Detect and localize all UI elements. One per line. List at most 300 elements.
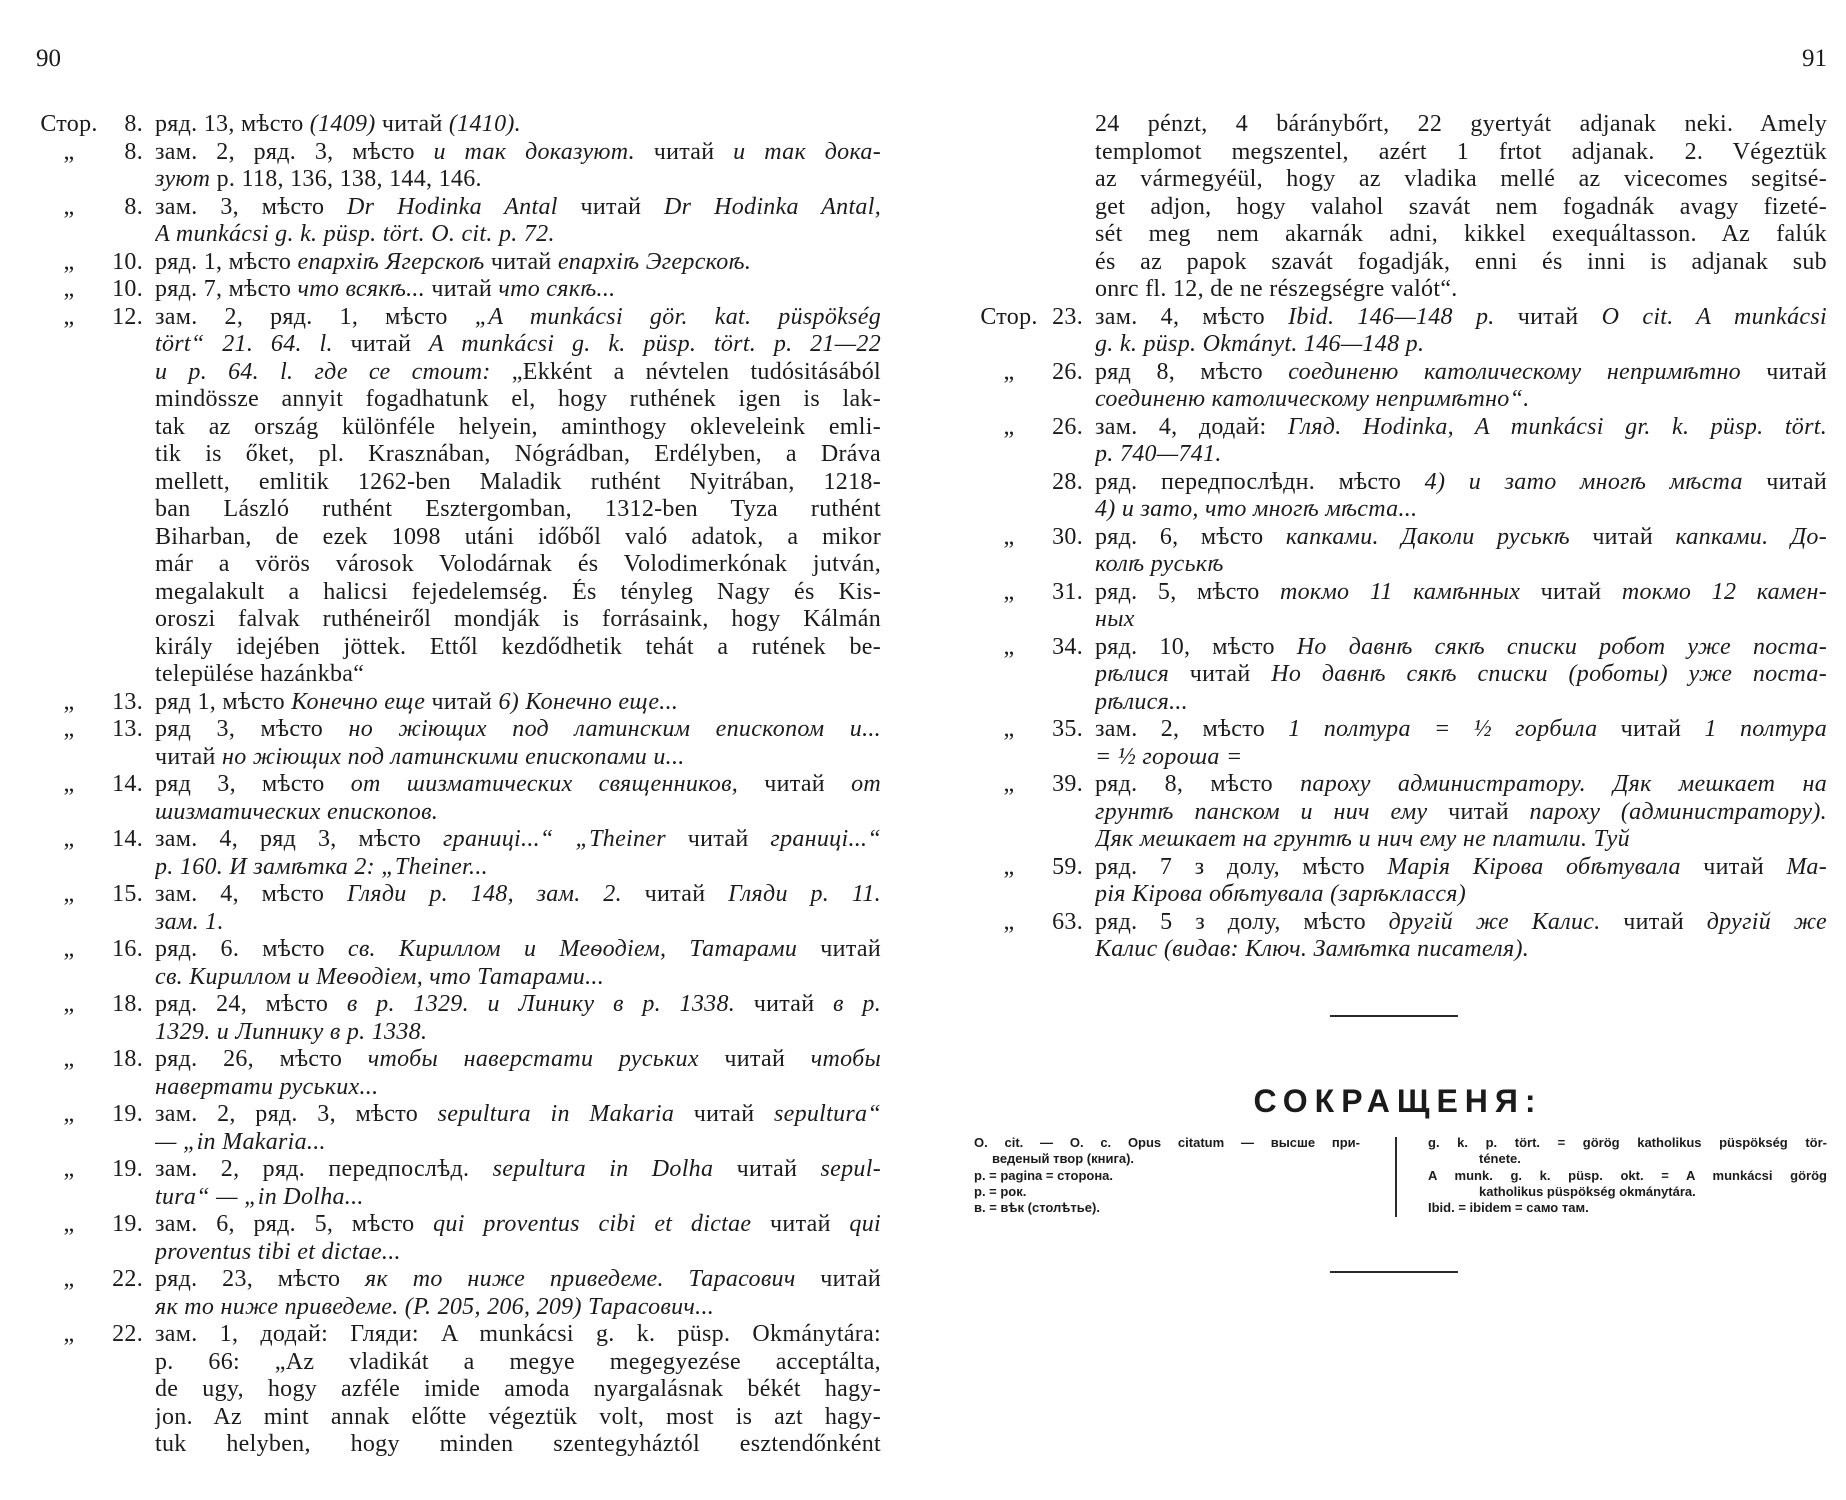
ditto-mark: „ — [1003, 358, 1015, 385]
italic-text: Дяк мешкает на грунтѣ и нич ему не платили. Туй — [1095, 826, 1630, 852]
text-line — [155, 634, 881, 662]
text-line — [155, 1101, 881, 1129]
text-line — [155, 909, 881, 937]
roman-text: tik is őket, pl. Krasznában, Nógrádban, Erdélyben, a Dráva — [155, 441, 881, 467]
page-ref-number: 18. — [112, 1046, 143, 1072]
text-line — [155, 1184, 881, 1212]
abbreviation-line: p. = pagina = сторона. — [974, 1167, 1114, 1183]
roman-text: зам. 4, мѣсто — [155, 881, 347, 907]
roman-text: читай — [425, 688, 499, 715]
roman-text: ряд. 5 з долу, мѣсто — [1095, 908, 1389, 935]
errata-entry — [973, 469, 1827, 524]
page-ref-number: 10. — [112, 248, 143, 275]
roman-text: читай — [621, 881, 729, 907]
errata-entry — [973, 359, 1827, 414]
abbreviation-line: O. cit. — O. c. Opus citatum — высше при- — [974, 1135, 1360, 1150]
italic-text: что сякѣ... — [498, 276, 616, 302]
errata-entry — [973, 524, 1827, 579]
text-line — [1095, 496, 1827, 524]
text-line — [1095, 551, 1827, 579]
roman-text: ряд 8, мѣсто — [1095, 358, 1289, 385]
roman-text: читай — [1600, 908, 1707, 935]
italic-text: рѣлися — [1095, 661, 1170, 687]
text-line — [155, 359, 881, 387]
page-ref-number: 8. — [124, 193, 143, 220]
ditto-mark: „ — [1003, 523, 1015, 550]
italic-text: шизматических епископов. — [155, 798, 439, 825]
errata-entry — [973, 771, 1827, 854]
italic-text: границі...“ „Theiner — [442, 826, 666, 852]
roman-text: ряд. 26, мѣсто — [155, 1046, 368, 1072]
errata-entry — [33, 194, 881, 249]
abbreviation-line: Ibid. = ibidem = само там. — [1428, 1200, 1589, 1216]
italic-text: tört“ 21. 64. l. — [155, 331, 333, 357]
page-ref-number: 8. — [124, 138, 143, 165]
italic-text: 4) и зато, что многѣ мѣста... — [1095, 496, 1418, 522]
roman-text: читай — [1427, 798, 1530, 825]
italic-text: Гляди p. 148, зам. 2. — [346, 881, 622, 907]
text-line — [1095, 936, 1827, 964]
page-ref-number: 16. — [112, 936, 143, 962]
entry-text — [155, 111, 881, 139]
roman-text: зам. 3, мѣсто — [155, 193, 348, 220]
ditto-mark: „ — [63, 1321, 75, 1347]
roman-text: читай — [735, 991, 834, 1017]
italic-text: соединеню католическому непримѣтно — [1288, 358, 1741, 385]
italic-text: что всякѣ... — [297, 276, 426, 302]
italic-text: грунтѣ панском и нич ему — [1095, 798, 1428, 825]
page-ref-number: 13. — [112, 688, 143, 715]
text-line — [1095, 771, 1827, 799]
abbreviation-line: ténete. — [1479, 1151, 1521, 1167]
italic-text: соединеню католическому непримѣтно“. — [1095, 386, 1530, 412]
errata-entry — [33, 716, 881, 771]
roman-text: читай — [425, 276, 499, 302]
italic-text: зам. 1. — [155, 908, 224, 935]
entry-text — [155, 276, 881, 304]
text-line — [155, 1349, 881, 1377]
italic-text: капками. До- — [1675, 523, 1827, 550]
ditto-mark: „ — [63, 881, 75, 907]
abbreviations-column-divider — [1395, 1137, 1397, 1217]
text-line — [155, 606, 881, 634]
italic-text: границі...“ — [770, 826, 881, 852]
italic-text: Dr Hodinka Antal, — [664, 193, 881, 220]
text-line — [155, 386, 881, 414]
entry-text — [155, 1321, 881, 1459]
ditto-mark: „ — [63, 826, 75, 852]
text-line — [1095, 881, 1827, 909]
roman-text: oroszi falvak ruthéneiről mondják is forrásaink, hogy Kálmán — [155, 606, 881, 632]
text-line — [155, 1156, 881, 1184]
text-line — [1095, 469, 1827, 497]
roman-text: читай — [557, 193, 665, 220]
text-line — [155, 689, 881, 717]
errata-list-left-page — [33, 111, 881, 1459]
abbreviation-entry — [1428, 1200, 1827, 1216]
text-line — [1095, 524, 1827, 552]
roman-text: читай — [665, 826, 771, 852]
page-ref-number: 31. — [1052, 578, 1083, 605]
roman-text: читай — [1740, 358, 1827, 385]
roman-text: get adjon, hogy valahol szavát nem fogadnák avagy fizeté- — [1095, 193, 1827, 220]
text-line — [155, 661, 881, 689]
text-line — [1095, 606, 1827, 634]
roman-text: települése hazánkba“ — [155, 661, 365, 687]
page-ref-number: 34. — [1052, 633, 1083, 660]
italic-text: proventus tibi et dictae... — [155, 1238, 401, 1265]
text-line — [155, 799, 881, 827]
italic-text: токмо 11 камѣнных — [1279, 578, 1521, 605]
ditto-mark: „ — [63, 771, 75, 797]
errata-entry — [973, 854, 1827, 909]
text-line — [155, 716, 881, 744]
roman-text: király idejében jöttek. Ettől kezdődhetik tehát a rutének be- — [155, 633, 881, 660]
entry-text — [155, 936, 881, 991]
roman-text: ряд. 6, мѣсто — [1095, 523, 1286, 550]
italic-text: 1329. и Липнику в р. 1338. — [155, 1018, 428, 1045]
italic-text: Конечно еще — [291, 688, 426, 715]
roman-text: читай — [1169, 661, 1272, 687]
italic-text: епархіѣ Эгерскоѣ. — [557, 248, 752, 275]
abbreviation-entry — [974, 1184, 1360, 1200]
abbreviations-column-left — [974, 1135, 1360, 1216]
abbreviation-line: A munk. g. k. püsp. okt. = A munkácsi görög — [1428, 1167, 1827, 1183]
italic-text: — „in Makaria... — [155, 1128, 326, 1155]
text-line — [155, 1211, 881, 1239]
text-line — [1095, 689, 1827, 717]
abbreviation-line: р. = рок. — [974, 1183, 1027, 1199]
text-line — [1095, 139, 1827, 167]
page-ref-marker — [973, 469, 1045, 497]
page-ref-number: 18. — [112, 991, 143, 1017]
roman-text: читай — [698, 1046, 811, 1072]
roman-text: ряд. 5, мѣсто — [1095, 578, 1280, 605]
text-line — [1095, 111, 1827, 139]
italic-text: 6) Конечно еще... — [498, 688, 679, 715]
roman-text: „Ekként a névtelen tudósitásából — [490, 358, 881, 385]
page-ref-number: 26. — [1052, 358, 1083, 385]
text-line — [155, 1321, 881, 1349]
italic-text: навертати руських... — [155, 1073, 379, 1100]
text-line — [155, 551, 881, 579]
abbreviations-title: СОКРАЩЕНЯ: — [1253, 1083, 1543, 1119]
roman-text: читай — [634, 138, 734, 165]
ditto-mark: „ — [63, 303, 75, 330]
text-line — [155, 441, 881, 469]
italic-text: sepultura in Makaria — [437, 1101, 675, 1127]
italic-text: p. 740—741. — [1095, 441, 1222, 467]
roman-text: ряд. 10, мѣсто — [1095, 633, 1297, 660]
ditto-mark: „ — [63, 688, 75, 715]
page-ref-number: 14. — [112, 826, 143, 852]
text-line — [1095, 331, 1827, 359]
text-line — [155, 111, 881, 139]
italic-text: чтобы — [810, 1046, 881, 1072]
text-line — [1095, 634, 1827, 662]
entry-text — [1095, 771, 1827, 854]
ditto-mark: „ — [63, 936, 75, 962]
roman-text: зам. 1, додай: Гляди: A munkácsi g. k. püsp. Okmánytára: — [155, 1321, 881, 1347]
roman-text: ряд. 6. мѣсто — [155, 936, 348, 962]
abbreviation-line: katholikus püspökség okmánytára. — [1479, 1183, 1696, 1199]
entry-text — [155, 991, 881, 1046]
errata-entry — [33, 1266, 881, 1321]
roman-text: tuk helyben, hogy minden szentegyháztól esztendőnként — [155, 1431, 881, 1457]
italic-text: qui — [849, 1211, 881, 1237]
italic-text: (1410). — [448, 111, 521, 137]
text-line — [155, 469, 881, 497]
page-ref-number: 26. — [1052, 413, 1083, 440]
roman-text: az vármegyéül, hogy az vladika mellé az vicecomes segitsé- — [1095, 166, 1827, 192]
entry-text — [1095, 854, 1827, 909]
entry-text — [155, 1101, 881, 1156]
italic-text: Ма- — [1786, 853, 1827, 880]
errata-entry — [33, 1156, 881, 1211]
italic-text: (1409) — [309, 111, 376, 137]
section-rule-top — [1330, 1015, 1458, 1017]
entry-text — [155, 881, 881, 936]
roman-text: ряд. 8, мѣсто — [1095, 771, 1301, 797]
italic-text: O cit. A munkácsi — [1601, 303, 1827, 330]
text-line — [1095, 166, 1827, 194]
ditto-mark: „ — [63, 1101, 75, 1127]
abbreviation-line: в. = вѣк (столѣтье). — [974, 1200, 1100, 1216]
page-ref-number: 19. — [112, 1101, 143, 1127]
italic-text: sepultura“ — [773, 1101, 881, 1127]
italic-text: чтобы наверстати руських — [367, 1046, 699, 1072]
roman-text: p. 118, 136, 138, 144, 146. — [210, 166, 482, 192]
roman-text: читай — [713, 1156, 821, 1182]
text-line — [155, 1074, 881, 1102]
entry-text — [155, 304, 881, 689]
ditto-mark: „ — [1003, 716, 1015, 742]
roman-text: ряд 3, мѣсто — [155, 771, 351, 797]
errata-entry — [33, 991, 881, 1046]
italic-text: g. k. püsp. Okmányt. 146—148 p. — [1095, 331, 1425, 357]
page-ref-number: 22. — [112, 1321, 143, 1347]
roman-text: megalakult a halicsi fejedelemség. És tényleg Nagy és Kis- — [155, 578, 881, 605]
text-line — [155, 991, 881, 1019]
text-line — [155, 139, 881, 167]
text-line — [155, 881, 881, 909]
italic-text: Ibid. 146—148 p. — [1288, 303, 1495, 330]
ditto-mark: „ — [63, 138, 75, 165]
ditto-mark: „ — [1003, 578, 1015, 605]
section-rule-bottom — [1330, 1271, 1458, 1273]
roman-text: 24 pénzt, 4 báránybőrt, 22 gyertyát adjanak neki. Amely — [1095, 111, 1827, 137]
entry-text — [155, 771, 881, 826]
abbreviation-line: g. k. p. tört. = görög katholikus püspökség tör- — [1428, 1135, 1827, 1150]
roman-text: читай — [1680, 853, 1787, 880]
page-ref-number: 19. — [112, 1156, 143, 1182]
errata-entry — [33, 111, 881, 139]
italic-text: и p. 64. l. где се стоит: — [155, 358, 491, 385]
ditto-mark: „ — [1003, 908, 1015, 935]
entry-text — [1095, 359, 1827, 414]
italic-text: 4) и зато многѣ мѣста — [1424, 468, 1743, 495]
entry-text — [155, 689, 881, 717]
ditto-mark: „ — [63, 248, 75, 275]
entry-text — [155, 194, 881, 249]
italic-text: от — [851, 771, 881, 797]
ditto-mark: „ — [1003, 633, 1015, 660]
page-ref-number: 35. — [1052, 716, 1083, 742]
italic-text: sepultura in Dolha — [492, 1156, 714, 1182]
roman-text: ряд. 7, мѣсто — [155, 276, 298, 302]
text-line — [1095, 799, 1827, 827]
errata-entry — [33, 276, 881, 304]
italic-text: токмо 12 камен- — [1621, 578, 1827, 605]
roman-text: ряд. 24, мѣсто — [155, 991, 347, 1017]
page-ref-number: 8. — [124, 111, 143, 137]
text-line — [1095, 221, 1827, 249]
ditto-mark: „ — [63, 1211, 75, 1237]
abbreviation-line: веденый твор (книга). — [992, 1151, 1135, 1167]
italic-text: 1 полтура — [1704, 716, 1827, 742]
errata-entry — [33, 1321, 881, 1459]
entry-text — [155, 249, 881, 277]
errata-entry — [33, 826, 881, 881]
roman-text: читай — [484, 248, 558, 275]
text-line — [155, 1239, 881, 1267]
ditto-mark: „ — [1003, 771, 1015, 797]
errata-entry — [973, 634, 1827, 717]
italic-text: св. Кириллом и Меѳодіем, что Татарами... — [155, 963, 605, 990]
italic-text: в р. 1329. и Линику в р. 1338. — [346, 991, 736, 1017]
roman-text: templomot megszentel, azért 1 frtot adjanak. 2. Végeztük — [1095, 138, 1827, 165]
entry-text — [1095, 579, 1827, 634]
italic-text: но жіющих под латинским епископом и... — [348, 716, 881, 742]
text-line — [1095, 276, 1827, 304]
entry-text — [1095, 304, 1827, 359]
errata-entry — [973, 716, 1827, 771]
italic-text: от шизматических священников, — [350, 771, 739, 797]
italic-text: = ½ гороша = — [1095, 743, 1243, 770]
page-number-left: 90 — [36, 45, 61, 72]
text-line — [1095, 661, 1827, 689]
text-line — [155, 524, 881, 552]
ditto-mark: „ — [63, 276, 75, 302]
roman-text: mindössze annyit fogadhatunk el, hogy ruthének igen is lak- — [155, 386, 881, 412]
entry-text — [155, 139, 881, 194]
italic-text: A munkácsi g. k. püsp. tört. O. cit. p. 72. — [155, 221, 555, 247]
text-line — [155, 166, 881, 194]
text-line — [155, 964, 881, 992]
abbreviation-entry — [974, 1200, 1360, 1216]
text-line — [155, 1376, 881, 1404]
ditto-mark: „ — [1003, 413, 1015, 440]
italic-text: 1 полтура = ½ горбила — [1288, 716, 1598, 742]
errata-entry — [33, 1211, 881, 1266]
roman-text: onrc fl. 12, de ne részegségre valót“. — [1095, 276, 1458, 302]
errata-entry — [973, 414, 1827, 469]
italic-text: и так доказуют. — [433, 138, 635, 165]
italic-text: Но давнѣ сякѣ списки (роботы) уже поста- — [1271, 661, 1827, 687]
text-line — [155, 194, 881, 222]
italic-text: в р. — [833, 991, 881, 1017]
text-line — [1095, 909, 1827, 937]
errata-entry — [973, 304, 1827, 359]
text-line — [1095, 826, 1827, 854]
page-ref-number: 13. — [112, 716, 143, 742]
errata-entry — [33, 1101, 881, 1156]
italic-text: Марія Кірова обѣтувала — [1387, 853, 1681, 880]
roman-text: ряд. 1, мѣсто — [155, 248, 298, 275]
page-ref-number: 30. — [1052, 523, 1083, 550]
roman-text: ряд. 23, мѣсто — [155, 1266, 366, 1292]
roman-text: читай — [1597, 716, 1705, 742]
page-ref-number: 10. — [112, 276, 143, 302]
roman-text: ряд 1, мѣсто — [155, 688, 292, 715]
roman-text: ban László ruthént Esztergomban, 1312-ben Tyza ruthént — [155, 496, 881, 522]
italic-text: другій же Калис. — [1388, 908, 1601, 935]
errata-entry — [973, 111, 1827, 304]
page-ref-number: 63. — [1052, 908, 1083, 935]
page-ref-number: 14. — [112, 771, 143, 797]
italic-text: „A munkácsi gör. kat. püspökség — [474, 303, 881, 330]
roman-text: de ugy, hogy azféle imide amoda nyargalásnak békét hagy- — [155, 1376, 881, 1402]
entry-text — [1095, 469, 1827, 524]
roman-text: ряд 3, мѣсто — [155, 716, 349, 742]
text-line — [1095, 744, 1827, 772]
text-line — [1095, 304, 1827, 332]
italic-text: другій же — [1706, 908, 1827, 935]
italic-text: p. 160. И замѣтка 2: „Theiner... — [155, 853, 488, 880]
errata-entry — [33, 304, 881, 689]
italic-text: капками. Даколи руськѣ — [1285, 523, 1570, 550]
roman-text: ряд. 13, мѣсто — [155, 111, 310, 137]
errata-list-right-page — [973, 111, 1827, 964]
page-ref-marker — [973, 111, 1045, 139]
roman-text: sét meg nem akarnák adni, kikkel exequáltasson. Az falúk — [1095, 221, 1827, 247]
italic-text: як то ниже приведеме. Тарасович — [365, 1266, 796, 1292]
roman-text: читай — [674, 1101, 774, 1127]
italic-text: пароху администратору. Дяк мешкает на — [1300, 771, 1827, 797]
text-line — [1095, 441, 1827, 469]
abbreviation-entry — [974, 1135, 1360, 1168]
page-ref-marker: Стор. — [980, 303, 1038, 330]
italic-text: sepul- — [820, 1156, 881, 1182]
italic-text: Гляди p. 11. — [728, 881, 881, 907]
roman-text: читай — [1520, 578, 1622, 605]
ditto-mark: „ — [63, 1046, 75, 1072]
italic-text: tura“ — „in Dolha... — [155, 1183, 364, 1210]
page-ref-number: 59. — [1052, 853, 1083, 880]
abbreviation-entry — [974, 1168, 1360, 1184]
page-ref-number: 15. — [112, 881, 143, 907]
roman-text: зам. 4, мѣсто — [1095, 303, 1289, 330]
italic-text: епархіѣ Ягерскоѣ — [297, 248, 485, 275]
ditto-mark: „ — [63, 991, 75, 1017]
abbreviation-entry — [1428, 1168, 1827, 1201]
entry-text — [155, 1211, 881, 1266]
text-line — [155, 496, 881, 524]
roman-text: tak az ország különféle helyein, aminthogy okleveleink emli- — [155, 413, 881, 440]
entry-text — [155, 716, 881, 771]
roman-text: читай — [1569, 523, 1676, 550]
roman-text: már a vörös városok Volodárnak és Volodimerkónak jutván, — [155, 551, 881, 577]
ditto-mark: „ — [63, 1156, 75, 1182]
text-line — [155, 414, 881, 442]
italic-text: qui proventus cibi et dictae — [433, 1211, 752, 1237]
text-line — [155, 1019, 881, 1047]
errata-entry — [33, 139, 881, 194]
italic-text: пароху (администратору). — [1529, 798, 1827, 825]
text-line — [1095, 249, 1827, 277]
roman-text: jon. Az mint annak előtte végeztük volt, most is azt hagy- — [155, 1403, 881, 1430]
text-line — [1095, 414, 1827, 442]
